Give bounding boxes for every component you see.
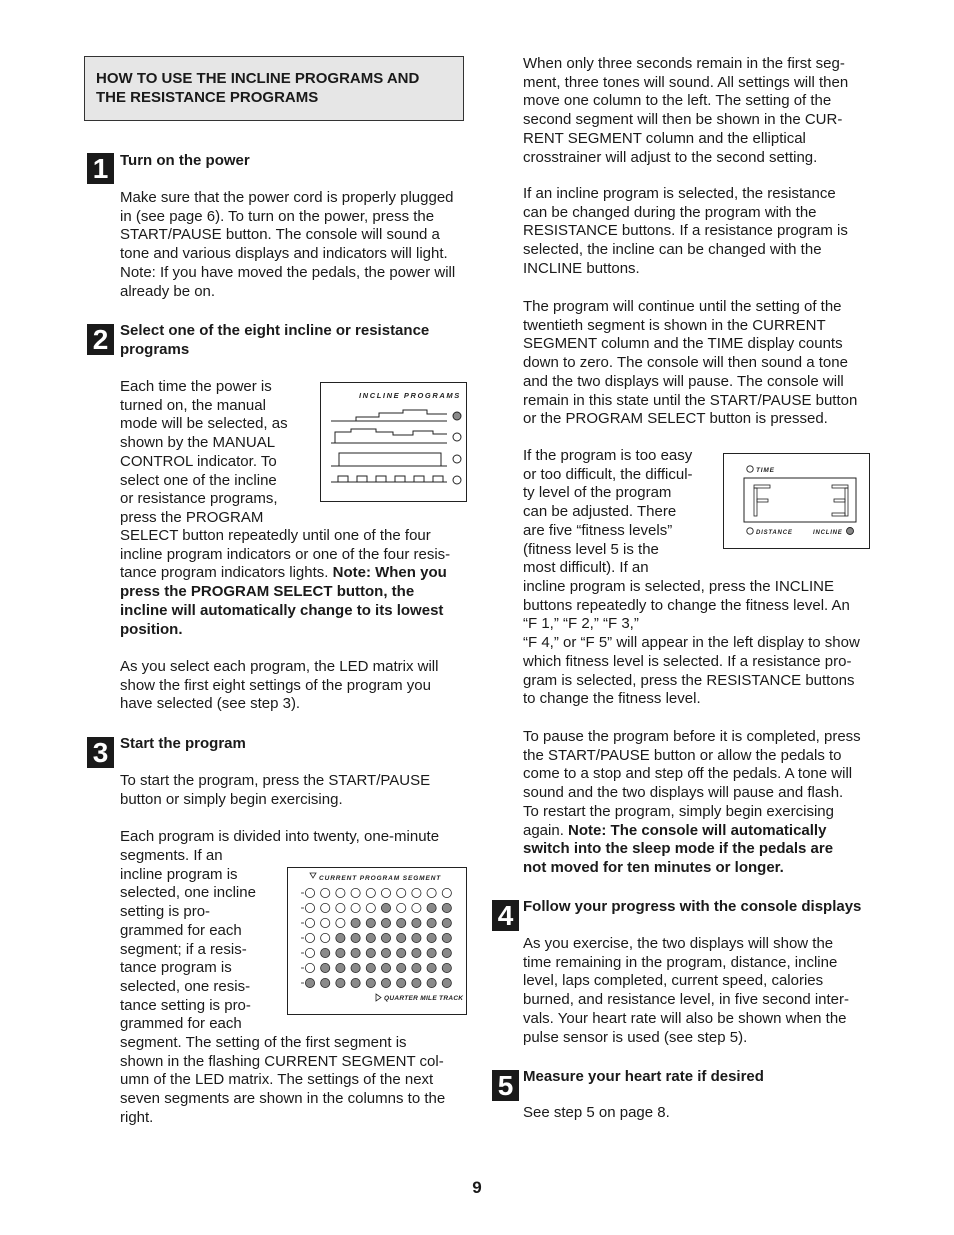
led-dot [305,918,314,927]
text-line [523,822,883,841]
led-dot [442,918,451,927]
note-span: Note: When you [332,564,447,582]
step-number-2: 2 [87,324,114,355]
text-line: To start the program, press the START/PAUSE [120,772,431,789]
step-1-body [120,189,472,301]
text-line: If the program is too easy [523,447,693,464]
text-span: again. [523,821,569,839]
time-indicator-icon [747,466,753,472]
text-line: The program will continue until the setting of the [523,298,842,315]
note-line: not moved for ten minutes or longer. [523,858,784,876]
right-para-4-wrap [523,447,718,578]
text-line: sound and the two displays will pause and flash. [523,784,844,802]
text-line: setting is pro- [120,903,211,921]
text-line: or too difficult, the difficul- [523,465,693,483]
led-dot [381,933,390,942]
text-line: grammed for each [120,921,242,939]
led-dot [321,918,330,927]
led-dot [336,933,345,942]
text-line: mode will be selected, as [120,415,288,433]
text-line: START/PAUSE button. The console will sound a [120,226,440,244]
step-4-heading: Follow your progress with the console displays [523,898,862,915]
led-dot [321,963,330,972]
led-dot [427,963,436,972]
step-3-para2-first: Each program is divided into twenty, one-minute [120,828,440,845]
note-line: position. [120,620,183,638]
text-line: seven segments are shown in the columns to the [120,1090,446,1108]
text-line: burned, and resistance level, in five second inter- [523,991,850,1009]
text-line: most difficult). If an [523,559,649,577]
step-number-1: 1 [87,153,114,184]
program-3-profile [331,453,447,466]
text-line: SELECT button repeatedly until one of the four [120,527,431,544]
led-dot [351,963,360,972]
led-dot [397,978,406,987]
led-dot [442,948,451,957]
text-line: When only three seconds remain in the first seg- [523,55,845,72]
text-line: twentieth segment is shown in the CURRENT [523,316,826,334]
heading-line: Select one of the eight incline or resistance [120,322,430,339]
text-line: To restart the program, simply begin exercising [523,802,834,820]
text-line: remain in this state until the START/PAUSE button [523,391,858,409]
text-line: umn of the LED matrix. The settings of the next [120,1071,434,1089]
text-line: or resistance programs, [120,490,278,508]
led-dot [381,978,390,987]
current-segment-label: CURRENT PROGRAM SEGMENT [319,875,442,882]
program-4-indicator [453,476,461,484]
right-para-2 [523,185,883,279]
text-line: To pause the program before it is completed, press [523,728,861,745]
distance-label: DISTANCE [756,530,793,536]
text-line: As you select each program, the LED matrix will [120,658,439,675]
text-line: crosstrainer will adjust to the second setting. [523,148,818,166]
text-line: As you exercise, the two displays will show the [523,935,834,952]
incline-programs-illustration [321,383,466,501]
text-line: right. [120,1108,154,1126]
led-dot [305,963,314,972]
led-dot [427,978,436,987]
lcd-left-char-text: F [779,512,780,513]
text-line: time remaining in the program, distance, incline [523,953,838,971]
led-dot [427,948,436,957]
led-dot [351,903,360,912]
step-5-body: See step 5 on page 8. [523,1104,670,1121]
led-dot [397,903,406,912]
led-dot [351,978,360,987]
text-line: incline program is selected, press the INCLINE [523,578,834,595]
text-line: select one of the incline [120,471,277,489]
led-dot [366,963,375,972]
led-dot [321,903,330,912]
led-dot [397,948,406,957]
step-number-5: 5 [492,1070,519,1101]
text-line: INCLINE buttons. [523,259,640,277]
text-line: the START/PAUSE button or allow the pedals to [523,746,842,764]
text-line: can be changed during the program with the [523,203,817,221]
led-dot [412,918,421,927]
step-3-full-text [120,1034,472,1128]
note-line: incline will automatically change to its lowest [120,601,444,619]
text-line: If an incline program is selected, the resistance [523,185,836,202]
page-number: 9 [472,1178,482,1197]
text-line: second segment will then be shown in the CUR- [523,111,843,129]
text-line: can be adjusted. There [523,503,677,521]
led-dot [442,963,451,972]
led-dot [412,978,421,987]
led-dot [336,918,345,927]
led-dot [366,948,375,957]
step-5-heading: Measure your heart rate if desired [523,1068,764,1085]
led-dot [397,963,406,972]
text-line [120,564,472,583]
led-dot [305,948,314,957]
text-line: show the first eight settings of the program you [120,676,431,694]
program-1-indicator [453,412,461,420]
led-dot [381,963,390,972]
text-line: (fitness level 5 is the [523,540,659,558]
note-span: Note: The console will automatically [568,821,827,839]
text-line: incline program is [120,865,238,883]
led-dot [305,933,314,942]
step-1-heading: Turn on the power [120,152,250,169]
text-line: to change the fitness level. [523,690,701,708]
text-line: shown by the MANUAL [120,434,276,452]
text-line: which fitness level is selected. If a resistance pro- [523,652,852,670]
text-line: or the PROGRAM SELECT button is pressed. [523,410,828,428]
led-dot [442,903,451,912]
led-dot [381,888,390,897]
text-line: selected, one incline [120,884,256,902]
led-dot [427,888,436,897]
right-para-4-full [523,578,883,709]
section-title-line2: THE RESISTANCE PROGRAMS [96,88,319,106]
led-dot [381,903,390,912]
led-dot [412,903,421,912]
led-dot [336,978,345,987]
text-line: segment; if a resis- [120,940,247,958]
text-line: pulse sensor is used (see step 5). [523,1028,748,1046]
text-line: turned on, the manual [120,396,266,414]
text-line: grammed for each [120,1015,242,1033]
text-line: shown in the flashing CURRENT SEGMENT col- [120,1052,444,1070]
incline-label: INCLINE [813,530,843,536]
led-dot [351,933,360,942]
text-line: Each time the power is [120,378,272,395]
console-display-illustration [724,454,869,548]
led-dot [305,978,314,987]
led-dot [397,888,406,897]
text-line: selected, one resis- [120,977,251,995]
text-line: segments. If an [120,847,223,864]
led-dot [305,903,314,912]
time-label: TIME [756,467,775,474]
text-line: vals. Your heart rate will also be shown when the [523,1009,847,1027]
text-line: segment. The setting of the first segment is [120,1034,407,1051]
text-line: come to a stop and step off the pedals. A tone will [523,765,853,783]
text-line: ment, three tones will sound. All settings will then [523,73,849,91]
incline-programs-label: INCLINE PROGRAMS [359,391,461,400]
incline-programs-figure [320,382,467,502]
note-line: switch into the sleep mode if the pedals are [523,840,834,858]
led-dot [381,918,390,927]
led-dot [427,933,436,942]
led-dot [351,948,360,957]
led-dot [366,978,375,987]
text-line: down to zero. The console will then sound a tone [523,354,848,372]
step-2-wrap-text [120,378,320,528]
led-dot [305,888,314,897]
distance-indicator-icon [747,528,753,534]
step-2-para2 [120,658,472,714]
text-line: have selected (see step 3). [120,695,301,713]
text-line: “F 1,” “F 2,” “F 3,” [523,615,639,633]
led-dot [442,933,451,942]
led-dot [366,888,375,897]
text-line: CONTROL indicator. To [120,452,277,470]
led-matrix-figure [287,867,467,1015]
step-3-para1 [120,772,472,809]
text-line: SEGMENT column and the TIME display counts [523,335,843,353]
led-dot [412,948,421,957]
text-line: tance program is [120,959,232,977]
note-line: press the PROGRAM SELECT button, the [120,583,415,601]
program-2-profile [331,429,447,443]
text-line: tance setting is pro- [120,996,251,1014]
text-span: tance program indicators lights. [120,564,333,582]
led-dot [321,888,330,897]
right-para-3 [523,298,883,429]
led-dot [412,933,421,942]
step-number-3: 3 [87,737,114,768]
text-line: RENT SEGMENT column and the elliptical [523,129,806,147]
text-line: ty level of the program [523,484,672,502]
led-dot [336,963,345,972]
section-title-line1: HOW TO USE THE INCLINE PROGRAMS AND [96,70,420,87]
step-3-heading: Start the program [120,735,246,752]
led-dot [442,978,451,987]
text-line: incline program indicators or one of the four resis- [120,545,451,563]
text-line: RESISTANCE buttons. If a resistance program is [523,222,848,240]
text-line: Note: If you have moved the pedals, the power will [120,263,456,281]
led-dot [321,978,330,987]
incline-indicator-icon [847,528,854,535]
text-line: button or simply begin exercising. [120,790,343,808]
led-dot [427,918,436,927]
program-4-profile [331,476,447,482]
text-line: are five “fitness levels” [523,521,673,539]
step-4-body [523,935,883,1047]
led-dot [397,933,406,942]
text-line: move one column to the left. The setting of the [523,92,832,110]
step-number-4: 4 [492,900,519,931]
text-line: selected, the incline can be changed with the [523,241,822,259]
led-dot [427,903,436,912]
program-3-indicator [453,455,461,463]
section-header [84,56,464,121]
led-dot [381,948,390,957]
led-dot [442,888,451,897]
step-3-wrap-text [120,847,285,1034]
led-dot [336,903,345,912]
right-para-5 [523,728,883,878]
program-2-indicator [453,433,461,441]
step-2-heading [120,322,429,359]
step-2-full-text [120,527,472,639]
text-line: already be on. [120,282,216,300]
right-para-1 [523,55,883,167]
heading-line: programs [120,340,190,358]
lcd-right-char-text: 3 [819,512,820,513]
text-line: and the two displays will pause. The console will [523,372,844,390]
led-dot [336,888,345,897]
led-dot [366,933,375,942]
led-dot [336,948,345,957]
text-line: tone and various displays and indicators will light. [120,245,448,263]
text-line: in (see page 6). To turn on the power, press the [120,207,435,225]
led-matrix-illustration [288,868,466,1014]
text-line: “F 4,” or “F 5” will appear in the left display to show [523,634,860,652]
led-grid [301,888,451,987]
led-dot [351,888,360,897]
program-1-profile [331,410,447,421]
led-dot [321,948,330,957]
led-dot [412,963,421,972]
led-dot [397,918,406,927]
current-segment-arrow-icon [310,873,316,878]
text-line: gram is selected, press the RESISTANCE buttons [523,671,855,689]
text-line: buttons repeatedly to change the fitness level. An [523,596,850,614]
led-dot [366,918,375,927]
text-line: level, laps completed, current speed, calories [523,972,824,990]
led-dot [351,918,360,927]
text-line: press the PROGRAM [120,508,264,526]
text-line: Make sure that the power cord is properly plugged [120,189,454,206]
console-display-figure [723,453,870,549]
led-dot [412,888,421,897]
quarter-mile-arrow-icon [376,994,381,1001]
quarter-mile-label: QUARTER MILE TRACK [384,995,464,1002]
led-dot [366,903,375,912]
led-dot [321,933,330,942]
